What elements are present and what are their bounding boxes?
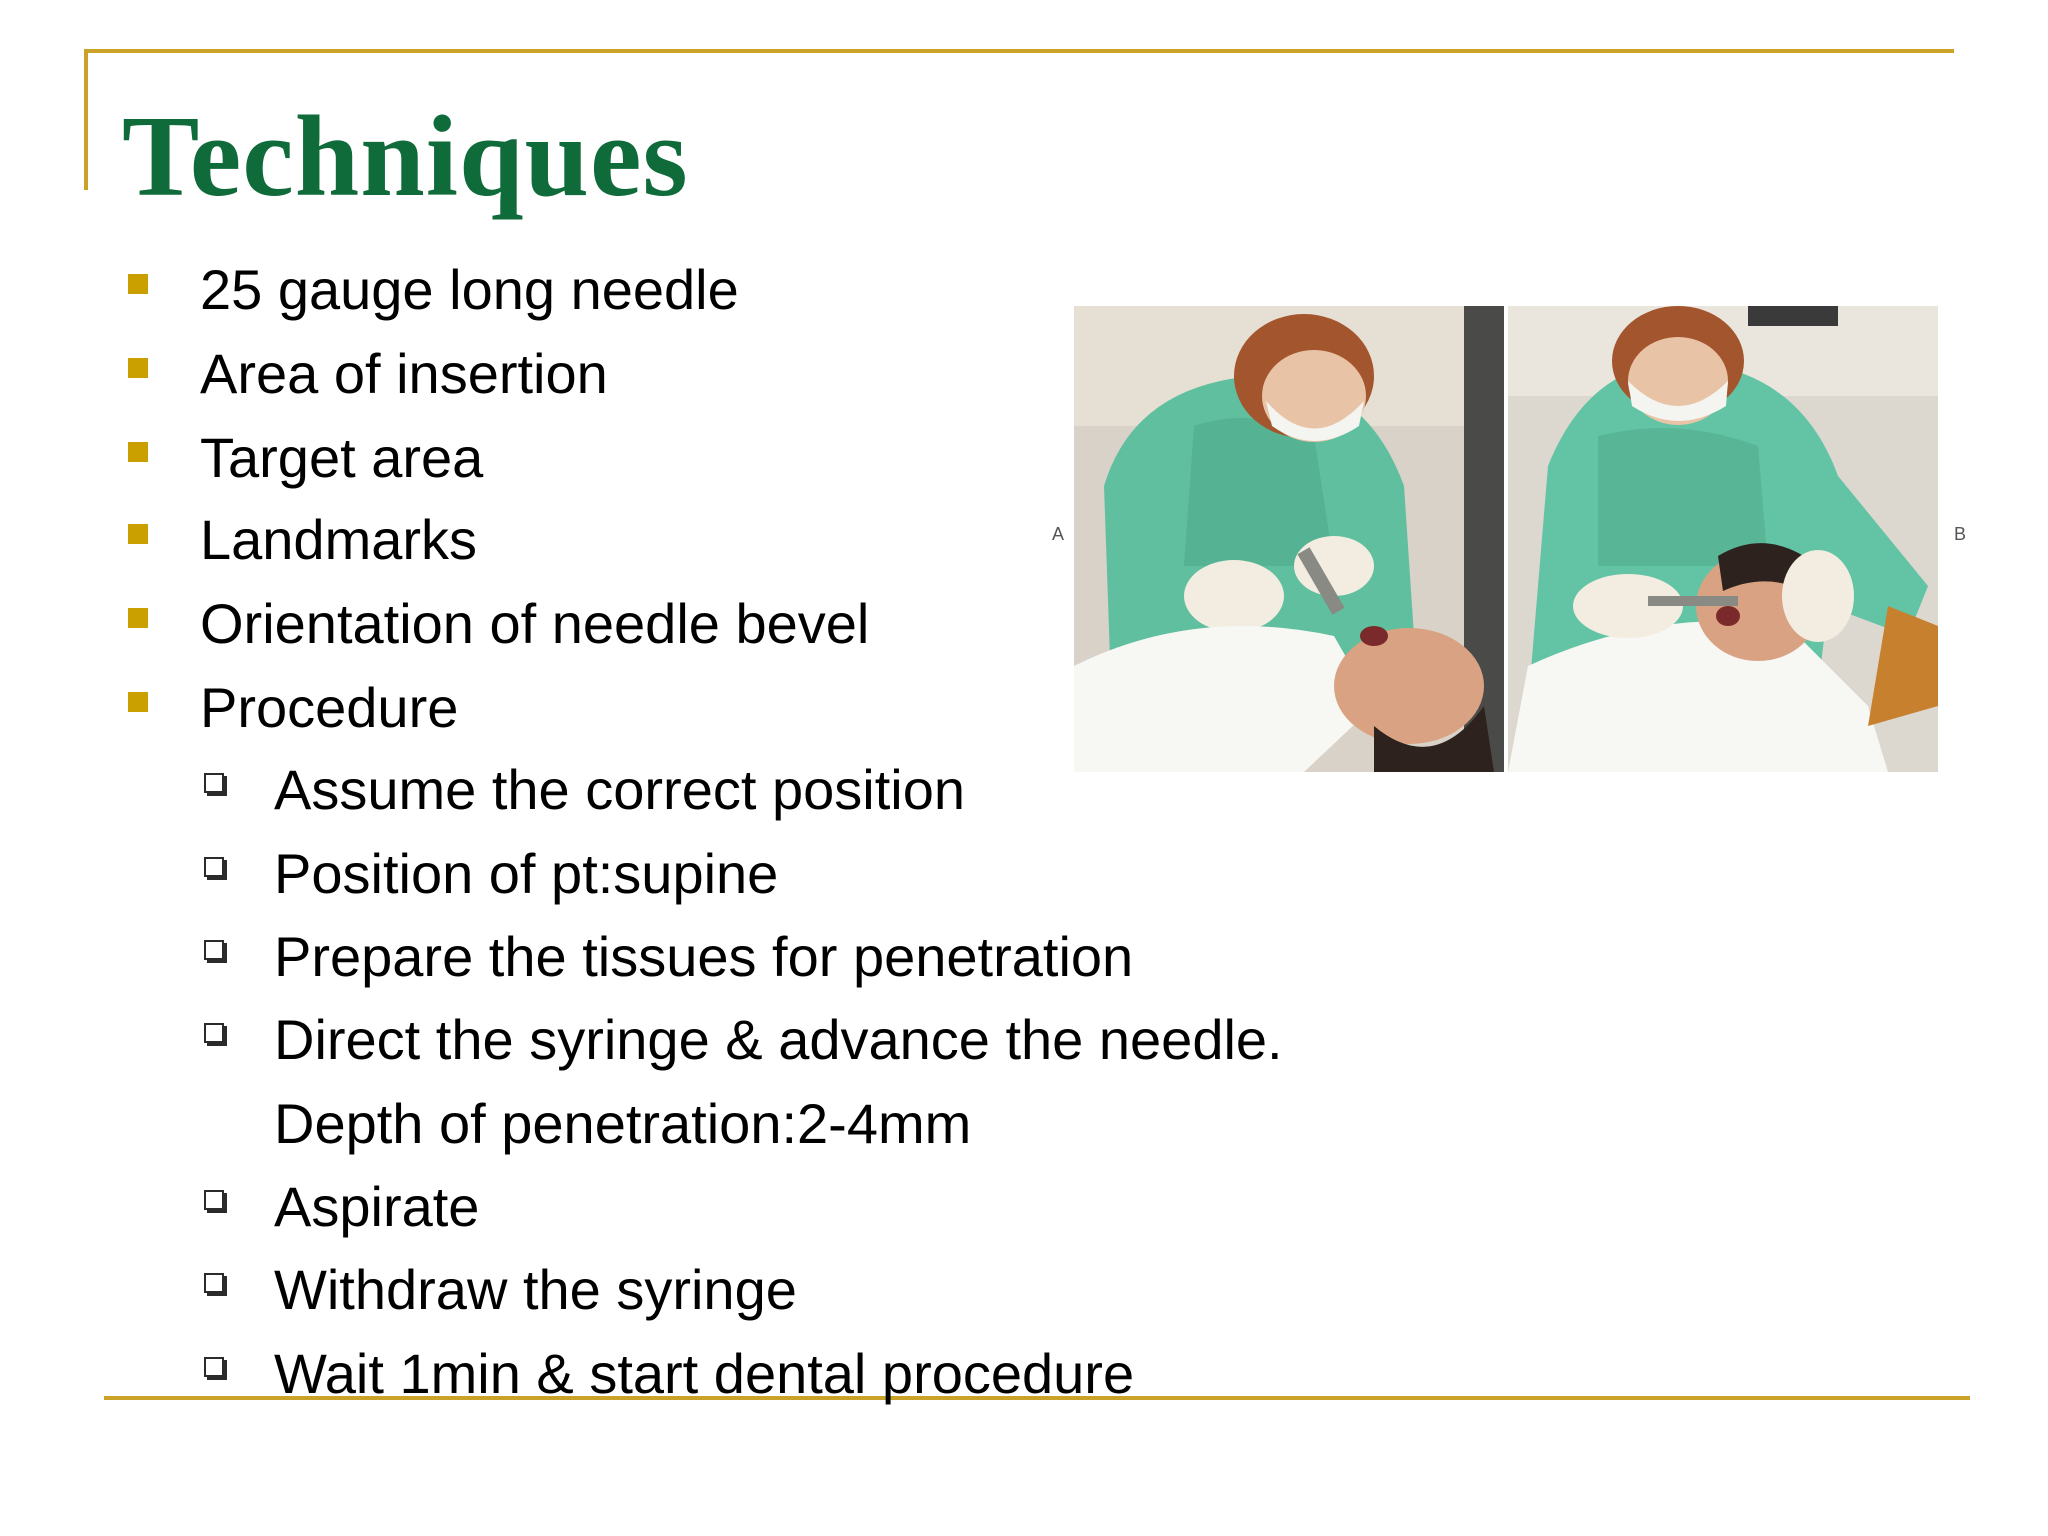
sub-bullet-item: Withdraw the syringe bbox=[274, 1258, 797, 1321]
photo-b bbox=[1508, 306, 1938, 772]
square-bullet-icon bbox=[128, 358, 148, 378]
sub-bullet-continuation: Depth of penetration:2-4mm bbox=[274, 1092, 972, 1155]
photo-a bbox=[1074, 306, 1504, 772]
checkbox-bullet-icon bbox=[204, 940, 224, 960]
slide-title: Techniques bbox=[122, 93, 689, 221]
checkbox-bullet-icon bbox=[204, 857, 224, 877]
clinical-figure bbox=[1052, 302, 1967, 782]
checkbox-bullet-icon bbox=[204, 1357, 224, 1377]
bullet-item: Area of insertion bbox=[200, 342, 608, 405]
sub-bullet-item: Aspirate bbox=[274, 1175, 480, 1238]
bullet-item: Orientation of needle bevel bbox=[200, 592, 870, 655]
bullet-item: Target area bbox=[200, 426, 484, 489]
checkbox-bullet-icon bbox=[204, 773, 224, 793]
square-bullet-icon bbox=[128, 692, 148, 712]
square-bullet-icon bbox=[128, 274, 148, 294]
sub-bullet-item: Position of pt:supine bbox=[274, 842, 779, 905]
square-bullet-icon bbox=[128, 442, 148, 462]
photo-b-illustration bbox=[1508, 306, 1938, 772]
sub-bullet-item: Wait 1min & start dental procedure bbox=[274, 1342, 1135, 1405]
figure-label-a: A bbox=[1052, 524, 1065, 544]
bullet-item: Landmarks bbox=[200, 508, 478, 571]
bullet-item: Procedure bbox=[200, 676, 459, 739]
sub-bullet-item: Prepare the tissues for penetration bbox=[274, 925, 1134, 988]
left-rule bbox=[84, 49, 88, 190]
sub-bullet-item: Direct the syringe & advance the needle. bbox=[274, 1008, 1283, 1071]
bullet-item: 25 gauge long needle bbox=[200, 258, 739, 321]
sub-bullet-item: Assume the correct position bbox=[274, 758, 965, 821]
top-rule bbox=[84, 49, 1954, 53]
photo-a-illustration bbox=[1074, 306, 1504, 772]
figure-label-b: B bbox=[1954, 524, 1967, 544]
square-bullet-icon bbox=[128, 608, 148, 628]
checkbox-bullet-icon bbox=[204, 1190, 224, 1210]
square-bullet-icon bbox=[128, 524, 148, 544]
checkbox-bullet-icon bbox=[204, 1023, 224, 1043]
checkbox-bullet-icon bbox=[204, 1273, 224, 1293]
